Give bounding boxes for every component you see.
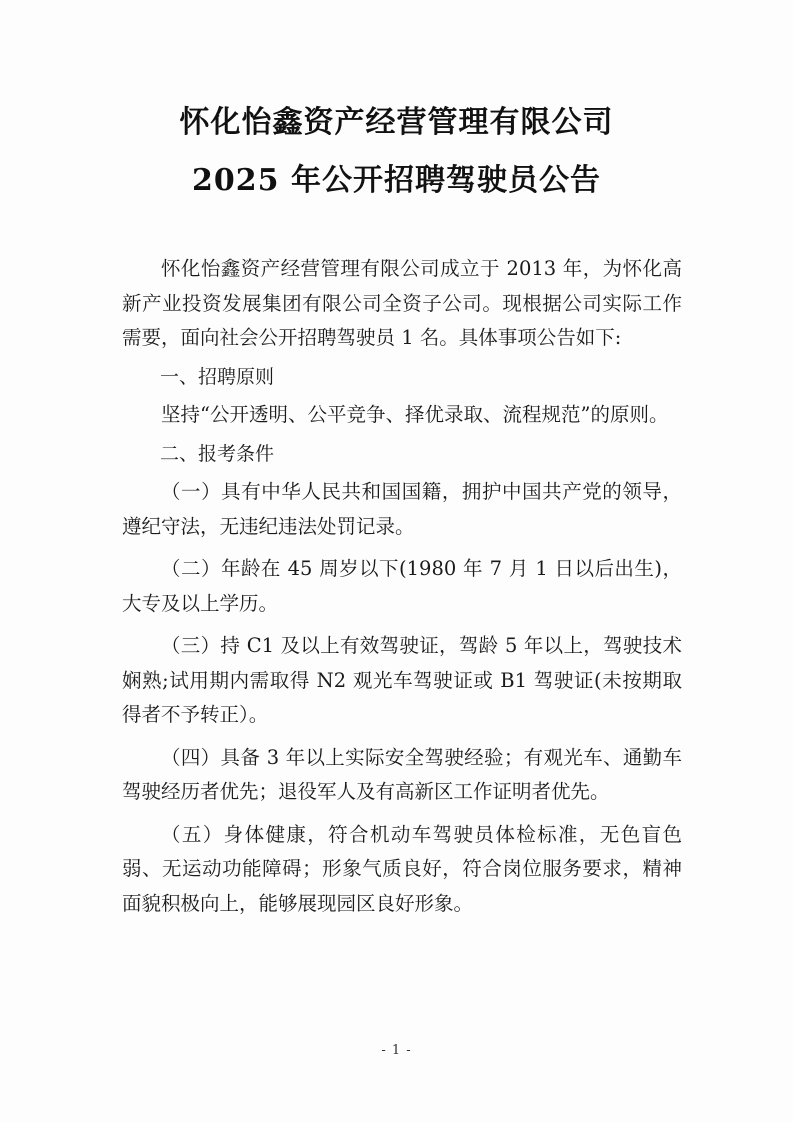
document-title-line1: 怀化怡鑫资产经营管理有限公司 xyxy=(179,105,614,140)
section1-text: 坚持“公开透明、公平竞争、择优录取、流程规范”的原则。 xyxy=(161,403,669,426)
document-body xyxy=(122,252,682,921)
condition-item: （二）年龄在 45 周岁以下(1980 年 7 月 1 日以后出生)，大专及以上学历。 xyxy=(122,557,682,615)
page-number: - 1 - xyxy=(381,1043,412,1058)
intro-paragraph: 怀化怡鑫资产经营管理有限公司成立于 2013 年，为怀化高新产业投资发展集团有限公司全资子公司。现根据公司实际工作需要，面向社会公开招聘驾驶员 1 名。具体事项公告如下: xyxy=(122,257,682,349)
condition-item: （五）身体健康，符合机动车驾驶员体检标准，无色盲色弱、无运动功能障碍；形象气质良好，符合岗位服务要求，精神面貌积极向上，能够展现园区良好形象。 xyxy=(122,822,682,915)
document-title-line2: 2025 年公开招聘驾驶员公告 xyxy=(192,163,601,198)
condition-item: （四）具备 3 年以上实际安全驾驶经验；有观光车、通勤车驾驶经历者优先；退役军人及有高新区工作证明者优先。 xyxy=(122,745,682,803)
condition-item: （一）具有中华人民共和国国籍，拥护中国共产党的领导，遵纪守法，无违纪违法处罚记录。 xyxy=(122,480,682,538)
section1-heading: 一、招聘原则 xyxy=(160,365,275,388)
condition-item: （三）持 C1 及以上有效驾驶证，驾龄 5 年以上，驾驶技术娴熟;试用期内需取得 N2 观光车驾驶证或 B1 驾驶证(未按期取得者不予转正）。 xyxy=(122,634,682,726)
section2-heading: 二、报考条件 xyxy=(160,442,275,465)
